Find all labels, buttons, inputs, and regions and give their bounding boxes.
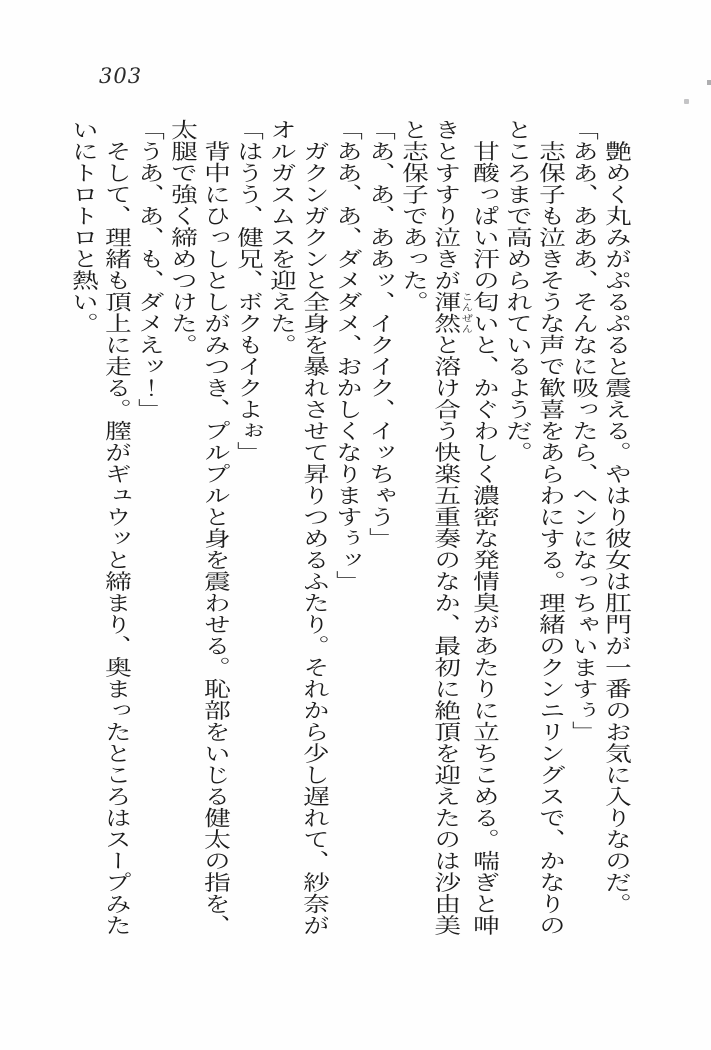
text-column-content: 太腿で強く締めつけた。: [167, 119, 199, 356]
text-column-content: と志保子であった。: [398, 119, 430, 313]
text-column: [298, 119, 331, 969]
text-column-content: 「ああ、あ、ダメダメ、おかしくなりますぅッ」: [332, 119, 364, 592]
text-column: [100, 119, 133, 969]
text-column-content: 背中にひっしとしがみつき、プルプルと身を震わせる。恥部をいじる健太の指を、: [200, 119, 232, 936]
text-column-content: ガクンガクンと全身を暴れさせて昇りつめるふたり。それから少し遅れて、紗奈が: [299, 119, 331, 936]
text-column: [600, 119, 633, 969]
text-column: [364, 119, 397, 969]
text-column-content: 甘酸っぱい汗の匂いと、かぐわしく濃密な発情臭があたりに立ちこめる。喘ぎと呻: [469, 119, 501, 936]
text-block: [68, 119, 633, 969]
page-number: 303: [99, 64, 143, 88]
text-column-content: いにトロトロと熱い。: [68, 119, 100, 334]
text-column: [199, 119, 232, 969]
scan-speck: [707, 80, 711, 85]
text-column-content: 「うあ、あ、も、ダメえッ！」: [134, 119, 166, 420]
text-column-content: 「ああ、あああ、そんなに吸ったら、ヘンになっちゃいますぅ」: [568, 119, 600, 743]
text-column-content: オルガスムスを迎えた。: [266, 119, 298, 356]
text-column: [331, 119, 364, 969]
text-column: [534, 119, 567, 969]
scan-speck: [684, 99, 689, 104]
text-column-content: 「はうう、健兄、ボクもイクよぉ」: [233, 119, 265, 463]
ruby-base: 渾然こんぜん: [431, 291, 474, 334]
text-column: [430, 119, 474, 969]
text-column-content: 艶めく丸みがぷるぷると震える。やはり彼女は肛門が一番のお気に入りなのだ。: [601, 119, 633, 915]
text-column-content: 志保子も泣きそうな声で歓喜をあらわにする。理緒のクンニリングスで、かなりの: [535, 119, 567, 936]
text-column-content: 「あ、あ、ああッ、イクイク、イッちゃう」: [365, 119, 397, 549]
text-column-content: きとすすり泣きが渾然こんぜんと溶け合う快楽五重奏のなか、最初に絶頂を迎えたのは沙由美: [431, 119, 474, 936]
text-column: [133, 119, 166, 969]
text-column-content: ところまで高められているようだ。: [502, 119, 534, 463]
text-column: [232, 119, 265, 969]
furigana: こんぜん: [460, 291, 474, 334]
text-column-content: そして、理緒も頂上に走る。膣がギュウッと締まり、奥まったところはスープみた: [101, 119, 133, 936]
